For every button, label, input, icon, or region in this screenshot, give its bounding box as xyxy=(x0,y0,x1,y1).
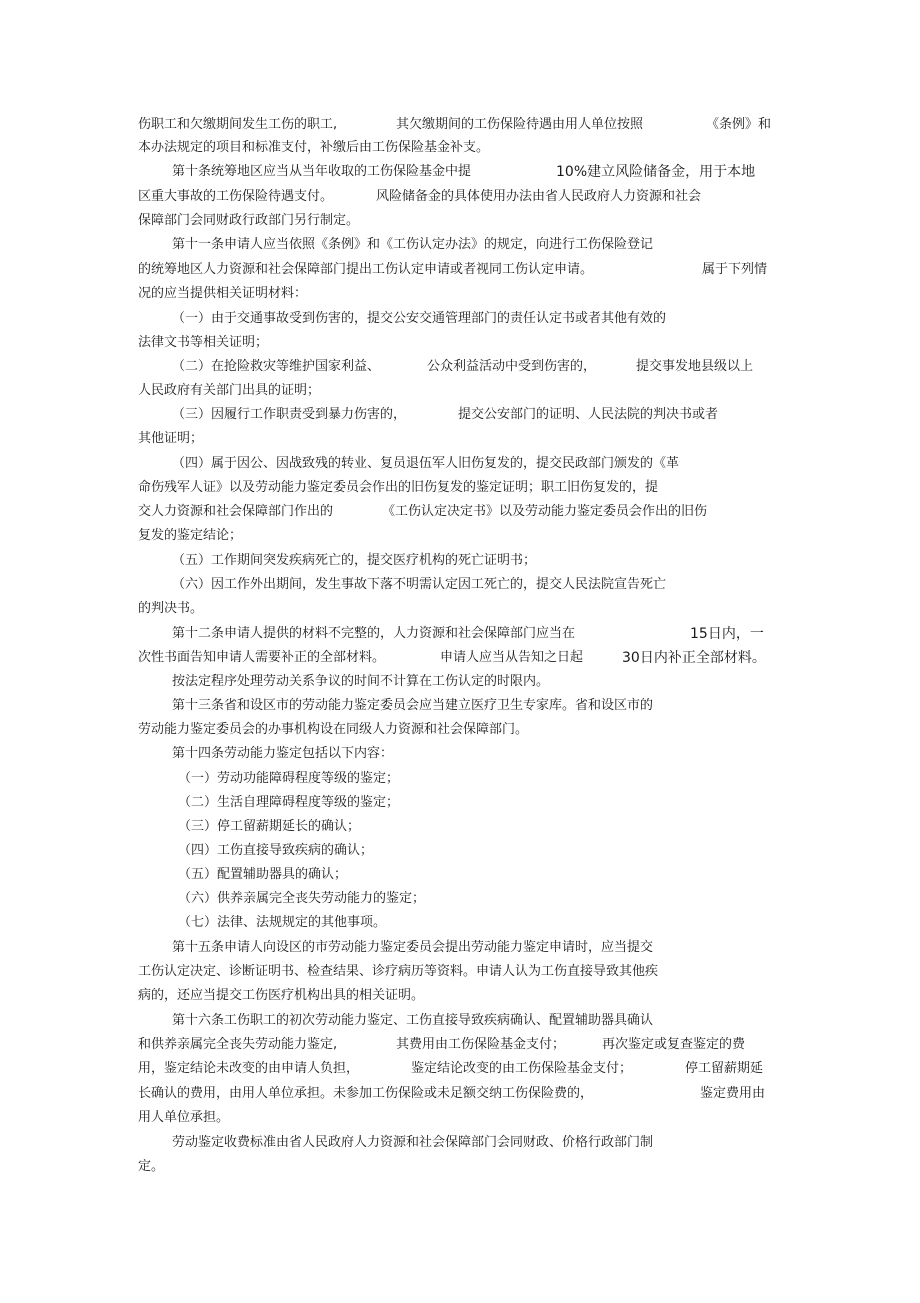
text-line: 保障部门会同财政行政部门另行制定。 xyxy=(138,213,360,228)
list-item: （一）劳动功能障碍程度等级的鉴定； xyxy=(178,771,400,786)
text-line: 的判决书。 xyxy=(138,601,204,616)
list-item: （五）工作期间突发疾病死亡的，提交医疗机构的死亡证明书； xyxy=(172,553,537,568)
text-line: 公众利益活动中受到伤害的， xyxy=(427,359,597,374)
text-line: 10%建立风险储备金，用于本地 xyxy=(556,164,756,180)
text-line: 复发的鉴定结论； xyxy=(138,528,243,543)
text-line: 长确认的费用，由用人单位承担。未参加工伤保险或未足额交纳工伤保险费的， xyxy=(138,1086,594,1101)
list-item: （二）在抢险救灾等维护国家利益、 xyxy=(172,359,381,374)
text-line: 定。 xyxy=(138,1159,165,1174)
text-line: 鉴定费用由 xyxy=(700,1086,766,1101)
closing-paragraph: 劳动鉴定收费标准由省人民政府人力资源和社会保障部门会同财政、价格行政部门制 xyxy=(172,1135,654,1150)
text-line: 属于下列情 xyxy=(702,262,768,277)
text-line: 再次鉴定或复查鉴定的费 xyxy=(602,1037,746,1052)
text-line: 人民政府有关部门出具的证明； xyxy=(138,383,321,398)
text-line: 按法定程序处理劳动关系争议的时间不计算在工伤认定的时限内。 xyxy=(172,674,550,689)
text-line: 本办法规定的项目和标准支付，补缴后由工伤保险基金补支。 xyxy=(138,140,490,155)
list-item: （六）供养亲属完全丧失劳动能力的鉴定； xyxy=(178,891,426,906)
article-16-start: 第十六条工伤职工的初次劳动能力鉴定、工伤直接导致疾病确认、配置辅助器具确认 xyxy=(172,1013,654,1028)
text-line: 况的应当提供相关证明材料： xyxy=(138,286,308,301)
list-item: （三）因履行工作职责受到暴力伤害的， xyxy=(172,407,407,422)
text-line: 申请人应当从告知之日起 xyxy=(440,650,584,665)
text-line: 伤职工和欠缴期间发生工伤的职工, xyxy=(138,117,338,132)
text-line: 用人单位承担。 xyxy=(138,1110,230,1125)
text-line: 风险储备金的具体使用办法由省人民政府人力资源和社会 xyxy=(376,189,702,204)
text-line: 停工留薪期延 xyxy=(685,1061,764,1076)
text-line: 工伤认定决定、诊断证明书、检查结果、诊疗病历等资料。申请人认为工伤直接导致其他疾 xyxy=(138,964,659,979)
article-14-start: 第十四条劳动能力鉴定包括以下内容： xyxy=(172,746,394,761)
list-item: （三）停工留薪期延长的确认； xyxy=(178,819,361,834)
text-line: 30日内补正全部材料。 xyxy=(622,650,766,666)
list-item: （七）法律、法规规定的其他事项。 xyxy=(178,915,387,930)
article-10-start: 第十条统筹地区应当从当年收取的工伤保险基金中提 xyxy=(172,164,472,179)
text-line: 其欠缴期间的工伤保险待遇由用人单位按照 xyxy=(396,117,644,132)
list-item: （一）由于交通事故受到伤害的，提交公安交通管理部门的责任认定书或者其他有效的 xyxy=(172,311,667,326)
text-line: 用，鉴定结论未改变的由申请人负担， xyxy=(138,1061,360,1076)
text-line: 命伤残军人证》以及劳动能力鉴定委员会作出的旧伤复发的鉴定证明；职工旧伤复发的，提 xyxy=(138,480,659,495)
list-item: （四）属于因公、因战致残的转业、复员退伍军人旧伤复发的，提交民政部门颁发的《革 xyxy=(172,456,680,471)
text-line: 其他证明； xyxy=(138,431,204,446)
text-line: 交人力资源和社会保障部门作出的 xyxy=(138,504,334,519)
text-line: 次性书面告知申请人需要补正的全部材料。 xyxy=(138,650,386,665)
text-line: 其费用由工伤保险基金支付； xyxy=(396,1037,566,1052)
text-line: 的统筹地区人力资源和社会保障部门提出工伤认定申请或者视同工伤认定申请。 xyxy=(138,262,594,277)
article-11-start: 第十一条申请人应当依照《条例》和《工伤认定办法》的规定，向进行工伤保险登记 xyxy=(172,237,654,252)
text-line: 和供养亲属完全丧失劳动能力鉴定, xyxy=(138,1037,338,1052)
article-15-start: 第十五条申请人向设区的市劳动能力鉴定委员会提出劳动能力鉴定申请时，应当提交 xyxy=(172,940,654,955)
list-item: （二）生活自理障碍程度等级的鉴定； xyxy=(178,795,400,810)
text-line: 劳动能力鉴定委员会的办事机构设在同级人力资源和社会保障部门。 xyxy=(138,722,529,737)
text-line: 《条例》和 xyxy=(706,117,772,132)
list-item: （五）配置辅助器具的确认； xyxy=(178,867,348,882)
list-item: （六）因工作外出期间，发生事故下落不明需认定因工死亡的，提交人民法院宣告死亡 xyxy=(172,577,667,592)
text-line: 区重大事故的工伤保险待遇支付。 xyxy=(138,189,334,204)
text-line: 鉴定结论改变的由工伤保险基金支付； xyxy=(411,1061,633,1076)
text-line: 病的，还应当提交工伤医疗机构出具的相关证明。 xyxy=(138,988,425,1003)
text-line: 提交公安部门的证明、人民法院的判决书或者 xyxy=(458,407,719,422)
list-item: （四）工伤直接导致疾病的确认； xyxy=(178,843,374,858)
text-line: 15日内，一 xyxy=(690,626,764,642)
article-12-start: 第十二条申请人提供的材料不完整的，人力资源和社会保障部门应当在 xyxy=(172,626,576,641)
text-line: 提交事发地县级以上 xyxy=(636,359,754,374)
text-line: 《工伤认定决定书》以及劳动能力鉴定委员会作出的旧伤 xyxy=(382,504,708,519)
text-line: 法律文书等相关证明； xyxy=(138,335,269,350)
article-13-start: 第十三条省和设区市的劳动能力鉴定委员会应当建立医疗卫生专家库。省和设区市的 xyxy=(172,698,654,713)
